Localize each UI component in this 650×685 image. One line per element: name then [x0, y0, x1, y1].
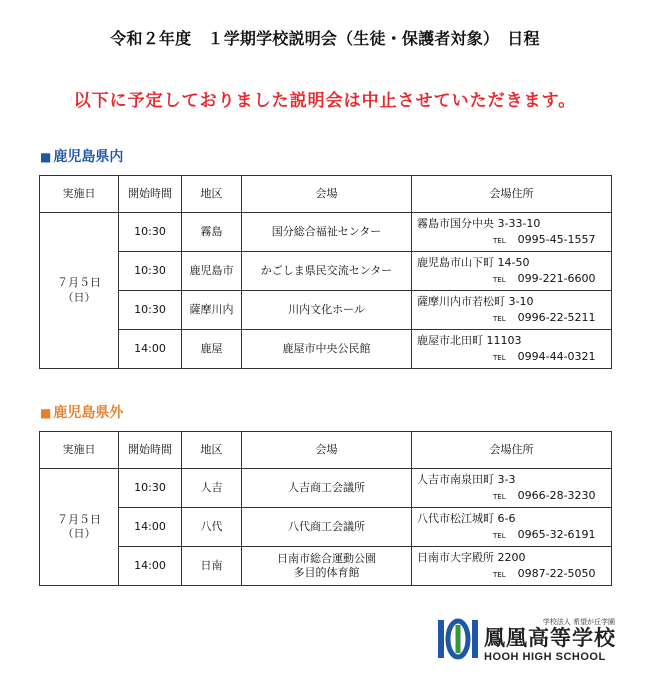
weekday-text: （日） — [62, 290, 96, 304]
tel-label: TEL — [493, 276, 506, 284]
section-heading-label: 鹿児島県外 — [53, 405, 124, 421]
time-cell: 10:30 — [119, 252, 182, 291]
school-emblem-icon — [436, 617, 480, 661]
date-text: ７月５日 — [57, 276, 101, 290]
school-name-english: HOOH HIGH SCHOOL — [484, 651, 606, 663]
table-row — [40, 547, 612, 586]
address-cell — [412, 330, 612, 369]
column-header-start-time: 開始時間 — [119, 176, 182, 213]
tel-number: 099-221-6600 — [517, 272, 596, 285]
date-cell — [40, 213, 119, 369]
tel-line — [417, 489, 611, 503]
area-cell: 日南 — [182, 547, 242, 586]
tel-label: TEL — [493, 493, 506, 501]
column-header-date: 実施日 — [40, 176, 119, 213]
address-text: 日南市大字殿所 2200 — [417, 550, 526, 564]
schedule-table-in-prefecture — [39, 175, 612, 369]
column-header-date: 実施日 — [40, 432, 119, 469]
venue-text: 日南市総合運動公園 — [277, 551, 376, 565]
venue-cell: 川内文化ホール — [242, 291, 412, 330]
address-cell — [412, 252, 612, 291]
time-cell: 10:30 — [119, 469, 182, 508]
cancellation-notice: 以下に予定しておりました説明会は中止させていただきます。 — [73, 91, 577, 111]
tel-number: 0995-45-1557 — [517, 233, 596, 246]
area-cell: 八代 — [182, 508, 242, 547]
address-text: 鹿屋市北田町 11103 — [417, 333, 522, 347]
column-header-area: 地区 — [182, 176, 242, 213]
tel-label: TEL — [493, 237, 506, 245]
tel-label: TEL — [493, 315, 506, 323]
address-cell — [412, 213, 612, 252]
tel-line — [417, 311, 611, 325]
table-row — [40, 508, 612, 547]
column-header-venue: 会場 — [242, 432, 412, 469]
tel-number: 0965-32-6191 — [517, 528, 596, 541]
address-text: 鹿児島市山下町 14-50 — [417, 255, 530, 269]
school-corporation-name: 学校法人 希望が丘学園 — [542, 618, 615, 626]
area-cell: 霧島 — [182, 213, 242, 252]
tel-label: TEL — [493, 354, 506, 362]
venue-cell: 国分総合福祉センター — [242, 213, 412, 252]
square-bullet-icon: ■ — [40, 406, 52, 420]
tel-number: 0994-44-0321 — [517, 350, 596, 363]
area-cell: 人吉 — [182, 469, 242, 508]
column-header-area: 地区 — [182, 432, 242, 469]
time-cell: 10:30 — [119, 213, 182, 252]
tel-number: 0987-22-5050 — [517, 567, 596, 580]
time-cell: 10:30 — [119, 291, 182, 330]
area-cell: 鹿児島市 — [182, 252, 242, 291]
school-name: 鳳凰高等学校 — [484, 626, 616, 650]
venue-cell: 人吉商工会議所 — [242, 469, 412, 508]
schedule-table-out-of-prefecture — [39, 431, 612, 586]
time-cell: 14:00 — [119, 330, 182, 369]
tel-label: TEL — [493, 571, 506, 579]
column-header-address: 会場住所 — [412, 432, 612, 469]
address-text: 薩摩川内市若松町 3-10 — [417, 294, 534, 308]
address-cell — [412, 291, 612, 330]
venue-cell: かごしま県民交流センター — [242, 252, 412, 291]
page-title: 令和２年度 １学期学校説明会（生徒・保護者対象） 日程 — [110, 29, 540, 48]
tel-line — [417, 528, 611, 542]
tel-line — [417, 233, 611, 247]
section-heading-out-of-prefecture — [40, 402, 123, 422]
address-text: 人吉市南泉田町 3-3 — [417, 472, 516, 486]
table-row — [40, 469, 612, 508]
date-cell — [40, 469, 119, 586]
time-cell: 14:00 — [119, 508, 182, 547]
address-cell — [412, 508, 612, 547]
section-heading-label: 鹿児島県内 — [53, 149, 124, 165]
school-logo — [436, 617, 636, 667]
venue-cell: 鹿屋市中央公民館 — [242, 330, 412, 369]
tel-line — [417, 272, 611, 286]
address-cell — [412, 547, 612, 586]
tel-number: 0966-28-3230 — [517, 489, 596, 502]
tel-line — [417, 350, 611, 364]
area-cell: 鹿屋 — [182, 330, 242, 369]
address-text: 霧島市国分中央 3-33-10 — [417, 216, 541, 230]
table-header-row — [40, 176, 612, 213]
area-cell: 薩摩川内 — [182, 291, 242, 330]
table-row — [40, 330, 612, 369]
address-cell — [412, 469, 612, 508]
tel-label: TEL — [493, 532, 506, 540]
table-row — [40, 291, 612, 330]
date-text: ７月５日 — [57, 512, 101, 526]
section-heading-in-prefecture — [40, 146, 123, 166]
venue-cell — [242, 547, 412, 586]
column-header-start-time: 開始時間 — [119, 432, 182, 469]
weekday-text: （日） — [62, 527, 96, 540]
address-text: 八代市松江城町 6-6 — [417, 511, 516, 525]
venue-cell: 八代商工会議所 — [242, 508, 412, 547]
square-bullet-icon: ■ — [40, 150, 52, 164]
time-cell: 14:00 — [119, 547, 182, 586]
table-row — [40, 252, 612, 291]
venue-text-line2: 多目的体育館 — [293, 566, 360, 579]
table-row — [40, 213, 612, 252]
tel-number: 0996-22-5211 — [517, 311, 596, 324]
table-header-row — [40, 432, 612, 469]
tel-line — [417, 567, 611, 581]
column-header-venue: 会場 — [242, 176, 412, 213]
column-header-address: 会場住所 — [412, 176, 612, 213]
